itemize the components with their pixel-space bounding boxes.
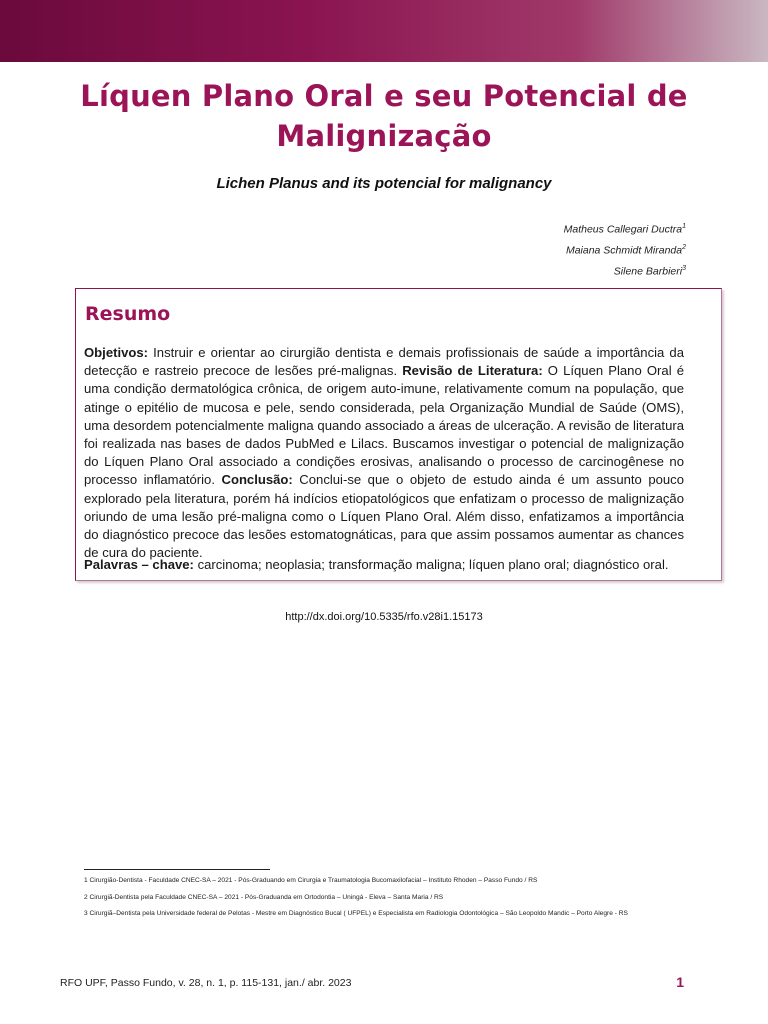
page-title: Líquen Plano Oral e seu Potencial de Malignização: [80, 79, 688, 153]
doi-link[interactable]: http://dx.doi.org/10.5335/rfo.v28i1.15173: [285, 611, 483, 623]
footnote: 3 Cirurgiã–Dentista pela Universidade federal de Pelotas - Mestre em Diagnóstico Bucal ( UFPEL) e Especialista em Radiologia Odontológica – São Leopoldo Mandic – Porto Alegre - RS: [84, 910, 628, 917]
author: Silene Barbieri$^3$: [613, 265, 686, 278]
author: Maiana Schmidt Miranda$^2$: [565, 244, 686, 257]
conclusao-label: Conclusão:: [221, 472, 293, 488]
header-band: [0, 0, 768, 62]
author: Matheus Callegari Ductra$^1$: [563, 223, 686, 236]
keywords: Palavras – chave: carcinoma; neoplasia; transformação maligna; líquen plano oral; diagnóstico oral.: [84, 557, 669, 572]
page-number: 1: [676, 974, 684, 990]
objetivos-label: Objetivos:: [84, 345, 149, 360]
abstract-box: [75, 288, 722, 581]
page-subtitle: Lichen Planus and its potencial for malignancy: [216, 175, 552, 192]
footnote: 2 Cirurgiã-Dentista pela Faculdade CNEC-SA – 2021 - Pós-Graduanda em Ortodontia – Uningá - Eleva – Santa Maria / RS: [84, 893, 444, 901]
footnote: 1 Cirurgião-Dentista - Faculdade CNEC-SA – 2021 - Pós-Graduando em Cirurgia e Traumatologia Bucomaxilofacial – Instituto Rhoden – Passo Fundo / RS: [84, 877, 538, 884]
abstract-text: Objetivos: Instruir e orientar ao cirurgião dentista e demais profissionais de saúde a importância da detecção e rastreio precoce de lesões pré-malignas. Revisão de Literatura: O Líquen Plano Oral é uma condição dermatológica crônica, de origem auto-imune, relativamente comum na população, que atinge o epitélio de mucosa e pele, sendo considerada, pela Organização Mundial de Saúde (OMS), uma desordem potencialmente maligna quando associado a áreas de ulceração. A revisão de literatura foi realizada nas bases de dados PubMed e Lilacs. Buscamos investigar o potencial de malignização do Líquen Plano Oral associado a condições erosivas, analisando o processo de carcinogênese no processo inflamatório. Conclusão: Conclui-se que o objeto de estudo ainda é um assunto pouco explorado pela literatura, porém há indícios etiopatológicos que enfatizam o processo de malignização oriundo de uma lesão pré-maligna como o Líquen Plano Oral. Além disso, enfatizamos a importância do diagnóstico precoce das lesões estomatognáticas, para que assim possamos aumentar as chances de cura do paciente.: [84, 345, 684, 561]
abstract-heading: Resumo: [85, 303, 171, 325]
footnote-divider: [84, 869, 270, 870]
journal-citation: RFO UPF, Passo Fundo, v. 28, n. 1, p. 115-131, jan./ abr. 2023: [60, 977, 352, 989]
author-list: [564, 218, 686, 281]
revisao-label: Revisão de Literatura:: [402, 363, 543, 379]
footnotes: [84, 876, 684, 926]
keywords-label: Palavras – chave:: [84, 557, 194, 572]
